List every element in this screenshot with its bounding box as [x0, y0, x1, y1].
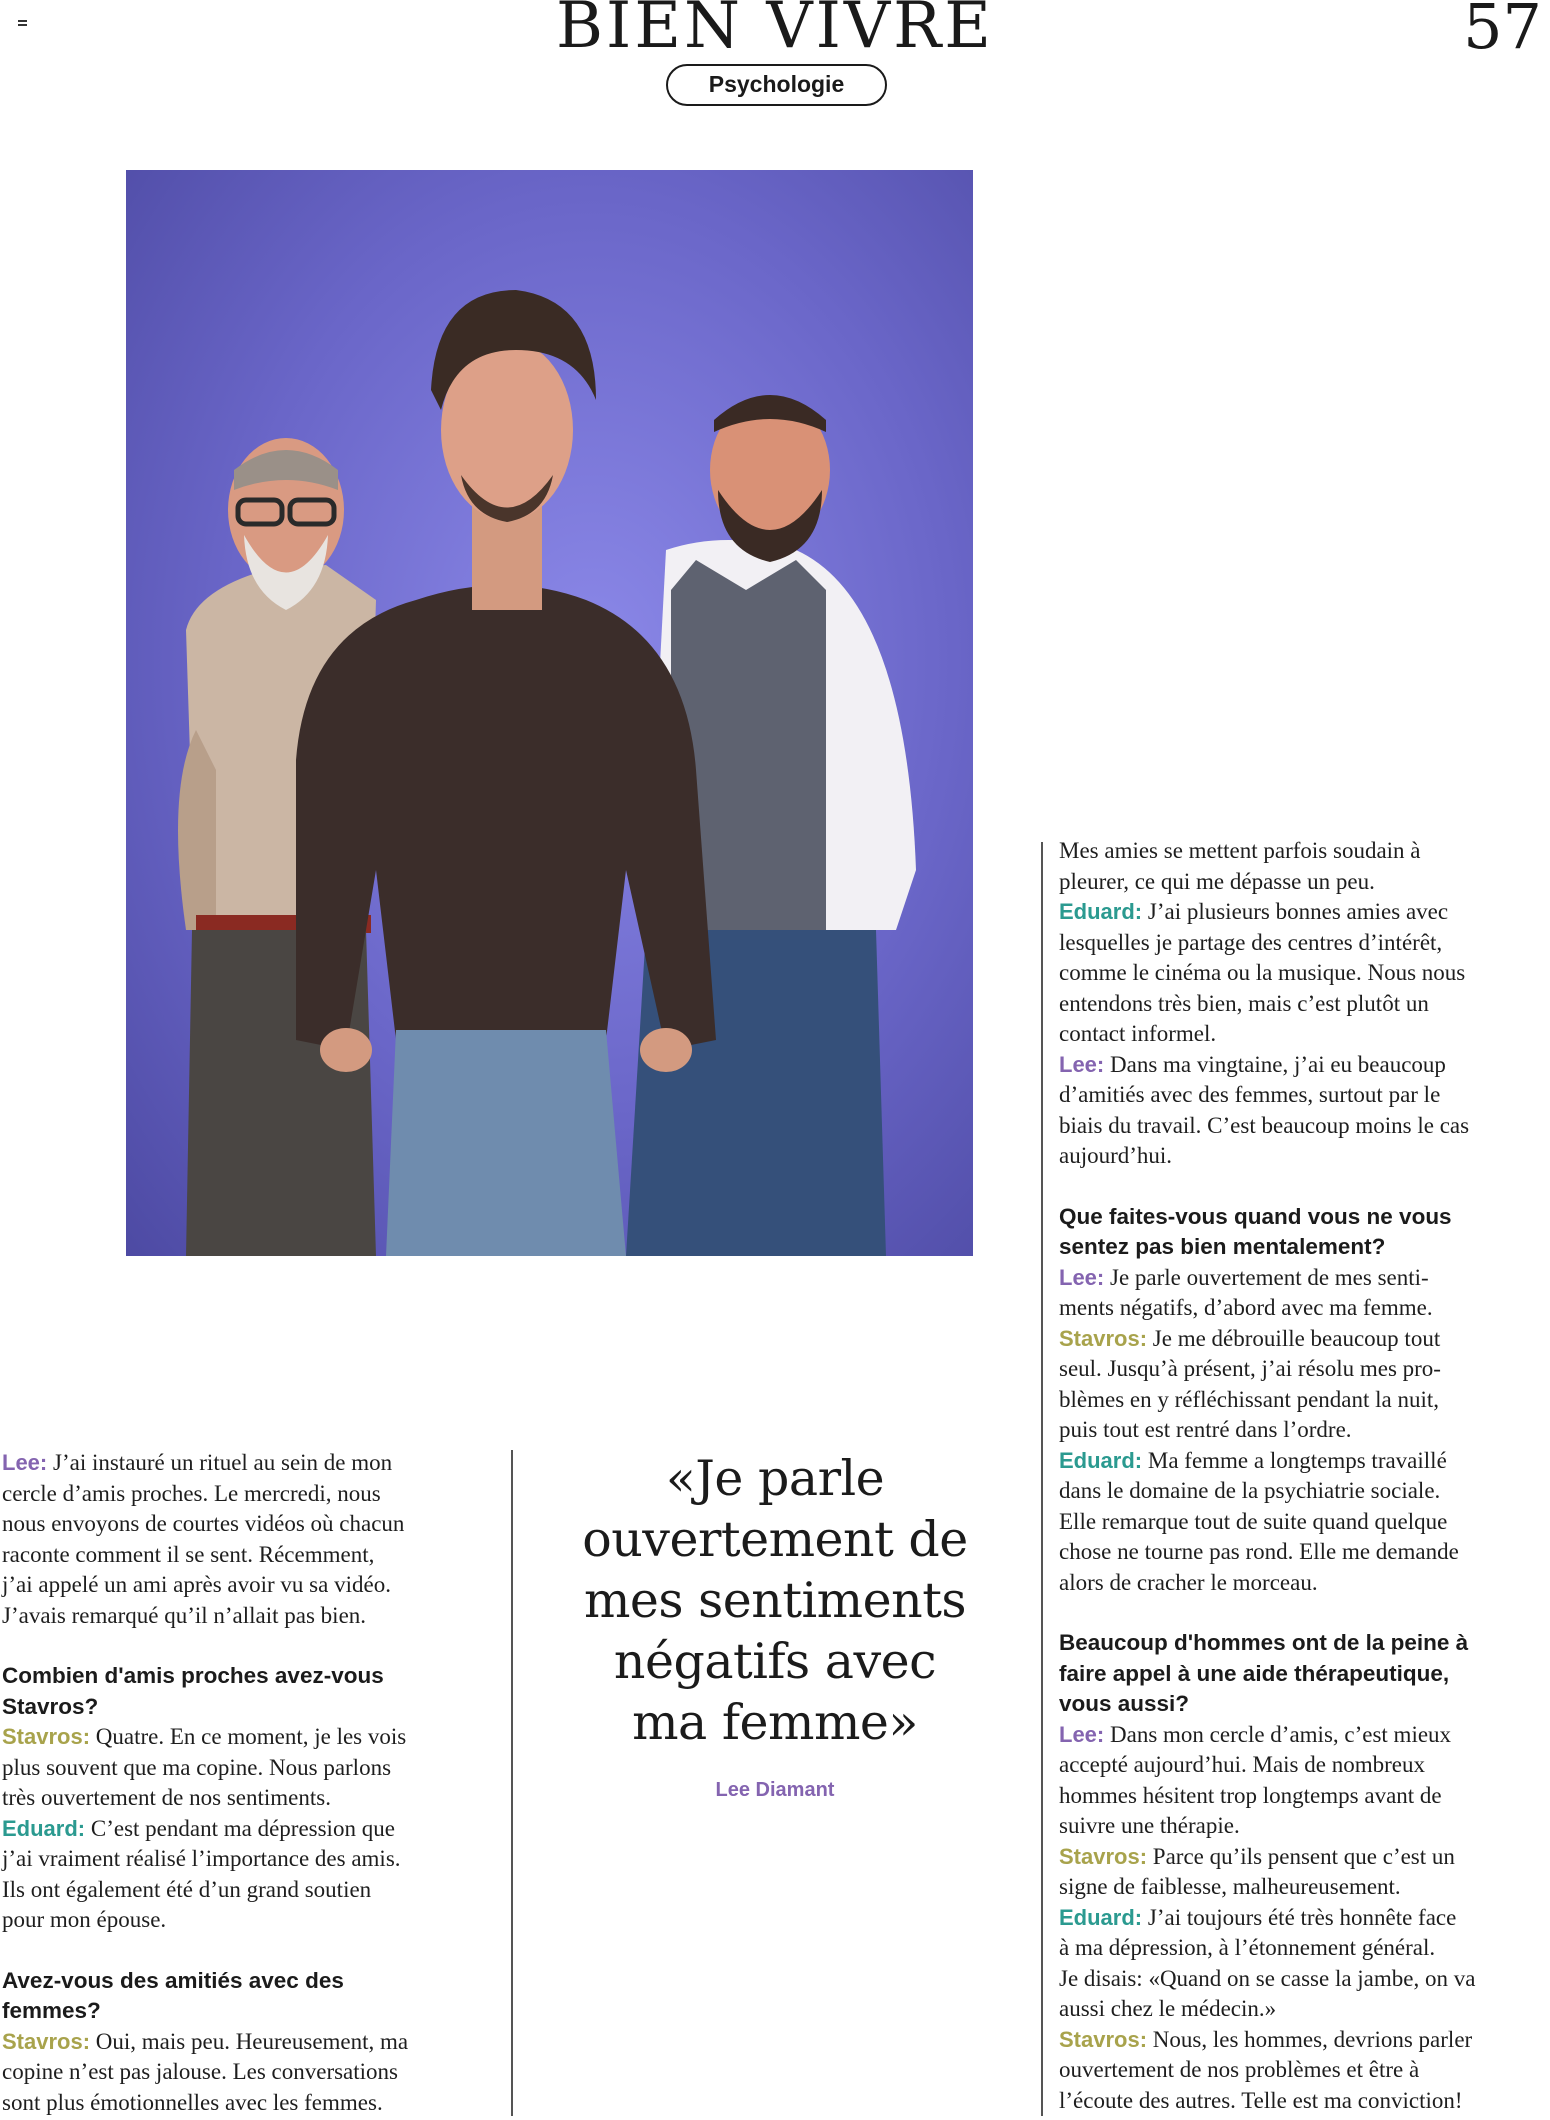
speaker-label: Stavros: [2, 2028, 91, 2054]
interview-question: Beaucoup d'hommes ont de la peine à faire appel à une aide thérapeutique, vous aussi? [1059, 1630, 1469, 1716]
speaker-label: Lee: [2, 1450, 48, 1475]
portrait-photo [126, 170, 973, 1256]
speaker-label: Eduard: [1059, 1447, 1143, 1473]
interview-block: Que faites-vous quand vous ne vous sentez pas bien mentalement? Lee: Je parle ouvertement de mes senti- ments négatifs, d’abord avec ma femme. Stavros: Je me débrouille beaucoup tout seul. Jusqu’à présent, j’ai résolu mes pro- blèmes en y réfléchissant pendant la nuit, puis tout est rentré dans l’ordre. Eduard: Ma femme a longtemps travaillé dans le domaine de la psychiatrie sociale. Elle remarque tout de suite quand quelque chose ne tourne pas rond. Elle me demande alors de cracher le morceau. [1059, 1202, 1549, 1599]
column-divider [1041, 842, 1043, 2116]
speaker-label: Eduard: [1059, 1904, 1143, 1930]
pull-quote-block [560, 1448, 990, 1802]
speaker-label: Stavros: [1059, 1843, 1148, 1869]
left-text-column [2, 1448, 492, 2118]
interview-question: Que faites-vous quand vous ne vous sentez pas bien mentalement? [1059, 1203, 1452, 1259]
speaker-label: Lee: [1059, 1051, 1105, 1077]
interview-block: Beaucoup d'hommes ont de la peine à faire appel à une aide thérapeutique, vous aussi? Lee: Dans mon cercle d’amis, c’est mieux accepté aujourd’hui. Mais de nombreux hommes hésitent trop longtemps avant de suivre une thérapie. Stavros: Parce qu’ils pensent que c’est un signe de faiblesse, malheureusement. Eduard: J’ai toujours été très honnête face à ma dépression, à l’étonnement général. Je disais: «Quand on se casse la jambe, on va aussi chez le médecin.» Stavros: Nous, les hommes, devrions parler ouvertement de nos problèmes et être à l’écoute des autres. Telle est ma conviction! [1059, 1628, 1549, 2116]
pull-quote: «Je parle ouvertement de mes sentiments négatifs avec ma femme» [582, 1450, 968, 1751]
speaker-label: Lee: [1059, 1721, 1105, 1747]
interview-block: Avez-vous des amitiés avec des femmes? Stavros: Oui, mais peu. Heureusement, ma copine n’est pas jalouse. Les conversations sont plus émotionnelles avec les femmes. [2, 1966, 492, 2119]
interview-block: Combien d'amis proches avez-vous Stavros? Stavros: Quatre. En ce moment, je les vois plus souvent que ma copine. Nous parlons très ouvertement de nos sentiments. Eduard: C’est pendant ma dépression que j’ai vraiment réalisé l’importance des amis. Ils ont également été d’un grand soutien pour mon épouse. [2, 1661, 492, 1936]
section-title: BIEN VIVRE [556, 0, 994, 63]
answer-paragraph: Lee: J’ai instauré un rituel au sein de mon cercle d’amis proches. Le mercredi, nous nous envoyons de courtes vidéos où chacun raconte comment il se sent. Récemment, j’ai appelé un ami après avoir vu sa vidéo. J’avais remarqué qu’il n’allait pas bien. [2, 1450, 405, 1628]
speaker-label: Stavros: [1059, 2026, 1148, 2052]
answer-paragraph: Mes amies se mettent parfois soudain à pleurer, ce qui me dépasse un peu. Eduard: J’ai plusieurs bonnes amies avec lesquelles je partage des centres d’intérêt, comme le cinéma ou la musique. Nous nous entendons très bien, mais c’est plutôt un contact informel. Lee: Dans ma vingtaine, j’ai eu beaucoup d’amitiés avec des femmes, surtout par le biais du travail. C’est beaucoup moins le cas aujourd’hui. [1059, 838, 1470, 1168]
speaker-label: Eduard: [2, 1815, 86, 1841]
speaker-label: Stavros: [2, 1724, 91, 1749]
page-number: 57 [1463, 0, 1542, 63]
speaker-label: Eduard: [1059, 899, 1143, 924]
column-divider [511, 1450, 513, 2116]
quote-author: Lee Diamant [715, 1779, 835, 1801]
category-badge: Psychologie [666, 64, 887, 106]
right-text-column [1059, 836, 1549, 2116]
speaker-label: Lee: [1059, 1264, 1105, 1290]
interview-question: Avez-vous des amitiés avec des femmes? [2, 1967, 344, 2023]
speaker-label: Stavros: [1059, 1325, 1148, 1351]
interview-question: Combien d'amis proches avez-vous Stavros? [2, 1663, 384, 1719]
